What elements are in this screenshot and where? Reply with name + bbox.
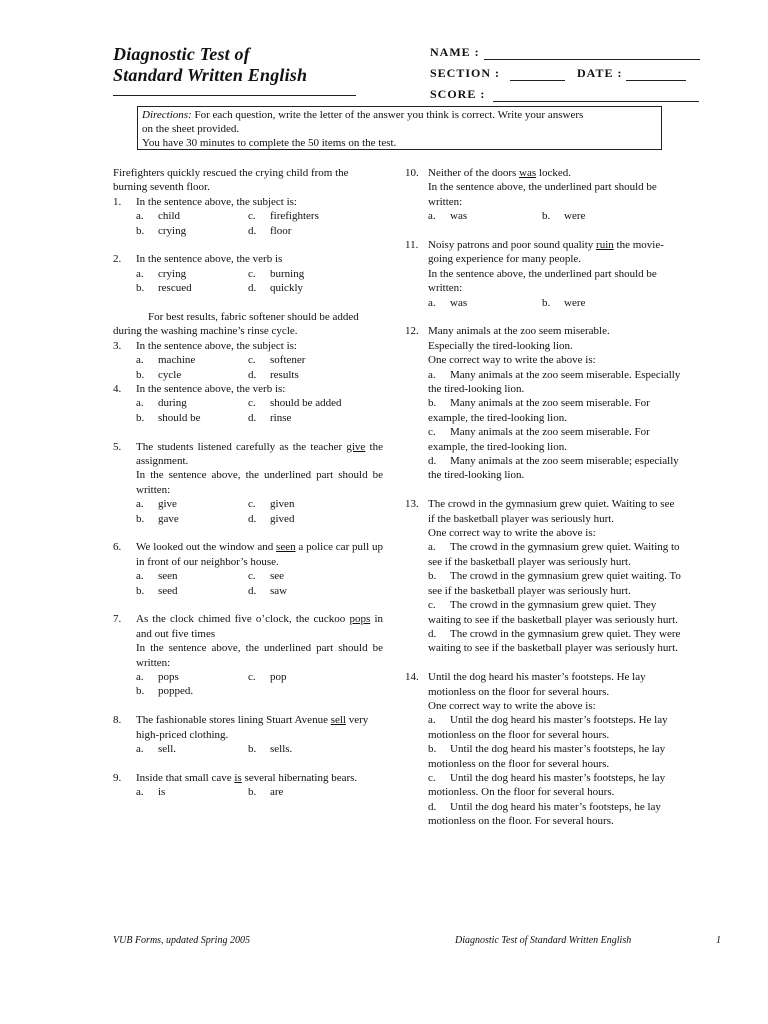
right-column: [405, 166, 683, 829]
options-row: [113, 353, 383, 367]
test-title: [113, 44, 307, 86]
question-number: 3.: [113, 339, 122, 352]
option-c[interactable]: c. pop: [248, 670, 287, 683]
question-number: 6.: [113, 541, 122, 554]
option-b[interactable]: b. are: [248, 786, 284, 799]
options-row: [113, 396, 383, 410]
question-stem: In the sentence above, the underlined part should be written:: [428, 267, 657, 295]
footer-left: VUB Forms, updated Spring 2005: [113, 935, 250, 946]
option-c[interactable]: c. given: [248, 498, 295, 511]
option-a[interactable]: a. machine: [136, 354, 196, 367]
title-rule: [113, 95, 356, 96]
option-b[interactable]: b. popped.: [136, 685, 194, 698]
title-line-2: Standard Written English: [113, 65, 308, 85]
option-c[interactable]: c. The crowd in the gymnasium grew quiet. They waiting to see if the basketball player was seriously hurt.: [428, 599, 678, 626]
options-row: [405, 296, 683, 310]
option-d[interactable]: d. gived: [248, 512, 295, 525]
option-c[interactable]: c. softener: [248, 354, 306, 367]
question-number: 11.: [405, 239, 419, 251]
option-a[interactable]: a. Many animals at the zoo seem miserable. Especially the tired-looking lion.: [428, 368, 681, 396]
question-stem: In the sentence above, the underlined part should be written:: [136, 469, 383, 496]
question-1: [113, 195, 383, 209]
directions-text-2: on the sheet provided.: [142, 123, 240, 135]
section-label: SECTION :: [430, 66, 501, 80]
question-stem: In the sentence above, the subject is:: [136, 339, 297, 352]
option-c[interactable]: c. should be added: [248, 397, 342, 410]
section-date-field[interactable]: [430, 66, 686, 81]
score-field[interactable]: [430, 87, 699, 102]
question-8: 8. The fashionable stores lining Stuart Avenue sell very high-priced clothing.: [113, 714, 369, 741]
question-number: 5.: [113, 440, 122, 453]
question-10: 10. Neither of the doors was locked. In the sentence above, the underlined part should be written:: [405, 166, 683, 209]
option-c[interactable]: c. see: [248, 570, 285, 583]
option-a[interactable]: a. is: [136, 786, 166, 799]
question-number: 13.: [405, 498, 419, 511]
option-b[interactable]: b. Until the dog heard his master’s footsteps, he lay motionless on the floor for several hours.: [428, 743, 666, 770]
question-stem: One correct way to write the above is:: [428, 354, 596, 367]
option-a[interactable]: a. was: [428, 296, 468, 309]
option-a[interactable]: a. during: [136, 397, 187, 410]
question-number: 14.: [405, 671, 419, 684]
question-11: 11. Noisy patrons and poor sound quality ruin the movie-going experience for many people. In the sentence above, the underlined part should be written:: [405, 238, 683, 296]
title-line-1: Diagnostic Test of: [113, 44, 250, 64]
options-row: [113, 670, 383, 684]
question-7: 7. As the clock chimed five o’clock, the cuckoo pops in and out five times In the sentence above, the underlined part should be written:: [113, 613, 384, 669]
option-d[interactable]: d. quickly: [248, 282, 303, 295]
question-number: 12.: [405, 325, 419, 338]
passage-2: For best results, fabric softener should be added during the washing machine’s rinse cycle.: [113, 310, 359, 338]
option-a[interactable]: a. child: [136, 210, 180, 223]
question-6: 6. We looked out the window and seen a police car pull up in front of our neighbor’s house.: [113, 541, 383, 568]
options-row: [113, 368, 383, 382]
question-text: Especially the tired-looking lion.: [428, 339, 573, 352]
question-3: [113, 339, 383, 353]
option-a[interactable]: a. give: [136, 498, 177, 511]
option-b[interactable]: b. The crowd in the gymnasium grew quiet waiting. To see if the basketball player was seriously hurt.: [428, 570, 681, 597]
question-stem: In the sentence above, the underlined part should be written:: [428, 181, 657, 208]
question-text: Many animals at the zoo seem miserable.: [428, 325, 610, 338]
score-label: SCORE :: [430, 87, 486, 101]
underlined-word: is: [234, 771, 242, 784]
option-b[interactable]: b. gave: [136, 512, 179, 525]
question-text: The crowd in the gymnasium grew quiet. Waiting to see if the basketball player was seriously hurt.: [428, 498, 675, 525]
option-b[interactable]: b. Many animals at the zoo seem miserable. For example, the tired-looking lion.: [428, 397, 650, 424]
options-row: [113, 267, 383, 281]
underlined-word: give: [346, 440, 366, 453]
options-row: [113, 209, 383, 223]
question-stem: One correct way to write the above is:: [428, 527, 596, 540]
question-stem: In the sentence above, the underlined part should be written:: [136, 642, 383, 669]
underlined-word: was: [519, 167, 537, 179]
question-number: 9.: [113, 771, 122, 784]
passage-1: Firefighters quickly rescued the crying child from the burning seventh floor.: [113, 167, 349, 194]
option-c[interactable]: c. firefighters: [248, 210, 319, 223]
directions-box: [137, 106, 662, 150]
question-stem: In the sentence above, the subject is:: [136, 195, 297, 208]
option-b[interactable]: b. sells.: [248, 742, 293, 755]
underlined-word: pops: [349, 613, 371, 626]
option-a[interactable]: a. pops: [136, 670, 179, 683]
option-a[interactable]: a. Until the dog heard his master’s footsteps. He lay motionless on the floor for several hours.: [428, 714, 668, 741]
date-blank[interactable]: [626, 68, 686, 81]
options-row: [113, 281, 383, 295]
directions-label: Directions:: [142, 109, 192, 121]
question-2: [113, 252, 383, 266]
option-a[interactable]: a. crying: [136, 267, 187, 280]
question-stem: In the sentence above, the verb is:: [136, 382, 286, 395]
options-row: [113, 497, 383, 511]
directions-text-1: For each question, write the letter of the answer you think is correct. Write your answers: [191, 109, 584, 121]
date-label: DATE :: [577, 66, 623, 80]
question-9: 9. Inside that small cave is several hibernating bears.: [113, 771, 358, 784]
question-number: 10.: [405, 167, 419, 179]
question-4: [113, 382, 383, 396]
option-c[interactable]: c. Until the dog heard his master’s footsteps, he lay motionless. On the floor for several hours.: [428, 771, 666, 799]
question-13: [405, 497, 683, 655]
question-stem: One correct way to write the above is:: [428, 699, 596, 712]
option-a[interactable]: a. was: [428, 210, 468, 223]
option-b[interactable]: b. crying: [136, 224, 187, 237]
directions-text-3: You have 30 minutes to complete the 50 items on the test.: [142, 137, 397, 149]
option-a[interactable]: a. The crowd in the gymnasium grew quiet. Waiting to see if the basketball player was seriously hurt.: [428, 541, 680, 568]
question-stem: In the sentence above, the verb is: [136, 253, 283, 266]
question-14: [405, 670, 683, 828]
left-column: [113, 166, 383, 800]
option-d[interactable]: d. saw: [248, 584, 288, 597]
name-label: NAME :: [430, 45, 480, 59]
options-row: [113, 512, 383, 526]
option-b[interactable]: b. rescued: [136, 282, 192, 295]
question-text: Until the dog heard his master’s footsteps. He lay motionless on the floor for several hours.: [428, 671, 646, 698]
option-b[interactable]: b. should be: [136, 411, 201, 424]
question-number: 4.: [113, 382, 122, 395]
option-d[interactable]: d. Many animals at the zoo seem miserable; especially the tired-looking lion.: [428, 455, 679, 482]
option-d[interactable]: d. results: [248, 368, 299, 381]
option-d[interactable]: d. floor: [248, 224, 292, 237]
question-number: 7.: [113, 613, 122, 626]
question-number: 1.: [113, 195, 122, 208]
question-5: 5. The students listened carefully as the teacher give the assignment. In the sentence above, the underlined part should be written:: [113, 440, 383, 496]
option-a[interactable]: a. seen: [136, 570, 178, 583]
underlined-word: sell: [330, 714, 346, 727]
option-b[interactable]: b. cycle: [136, 368, 182, 381]
option-d[interactable]: d. The crowd in the gymnasium grew quiet. They were waiting to see if the basketball player was seriously hurt.: [428, 627, 681, 655]
underlined-word: ruin: [596, 239, 614, 251]
options-row: [113, 684, 383, 698]
name-field[interactable]: [430, 45, 700, 60]
option-a[interactable]: a. sell.: [136, 742, 177, 755]
name-blank[interactable]: [484, 47, 700, 60]
option-c[interactable]: c. burning: [248, 267, 305, 280]
option-b[interactable]: b. seed: [136, 584, 178, 597]
option-c[interactable]: c. Many animals at the zoo seem miserable. For example, the tired-looking lion.: [428, 426, 650, 453]
options-row: [113, 224, 383, 238]
option-d[interactable]: d. Until the dog heard his mater’s footsteps, he lay motionless on the floor. For several hours.: [428, 800, 661, 828]
footer-center: Diagnostic Test of Standard Written English: [455, 935, 632, 946]
options-row: [113, 742, 383, 756]
option-d[interactable]: d. rinse: [248, 411, 292, 424]
question-12: [405, 324, 683, 482]
options-row: [113, 569, 383, 583]
options-row: [113, 411, 383, 425]
score-blank[interactable]: [493, 89, 699, 102]
option-b[interactable]: b. were: [542, 296, 586, 309]
options-row: [405, 209, 683, 223]
options-row: [113, 584, 383, 598]
underlined-word: seen: [276, 541, 296, 554]
section-blank[interactable]: [510, 68, 565, 81]
question-number: 8.: [113, 714, 122, 727]
question-number: 2.: [113, 253, 122, 266]
option-b[interactable]: b. were: [542, 210, 586, 223]
page-number: 1: [716, 935, 721, 946]
options-row: [113, 785, 383, 799]
